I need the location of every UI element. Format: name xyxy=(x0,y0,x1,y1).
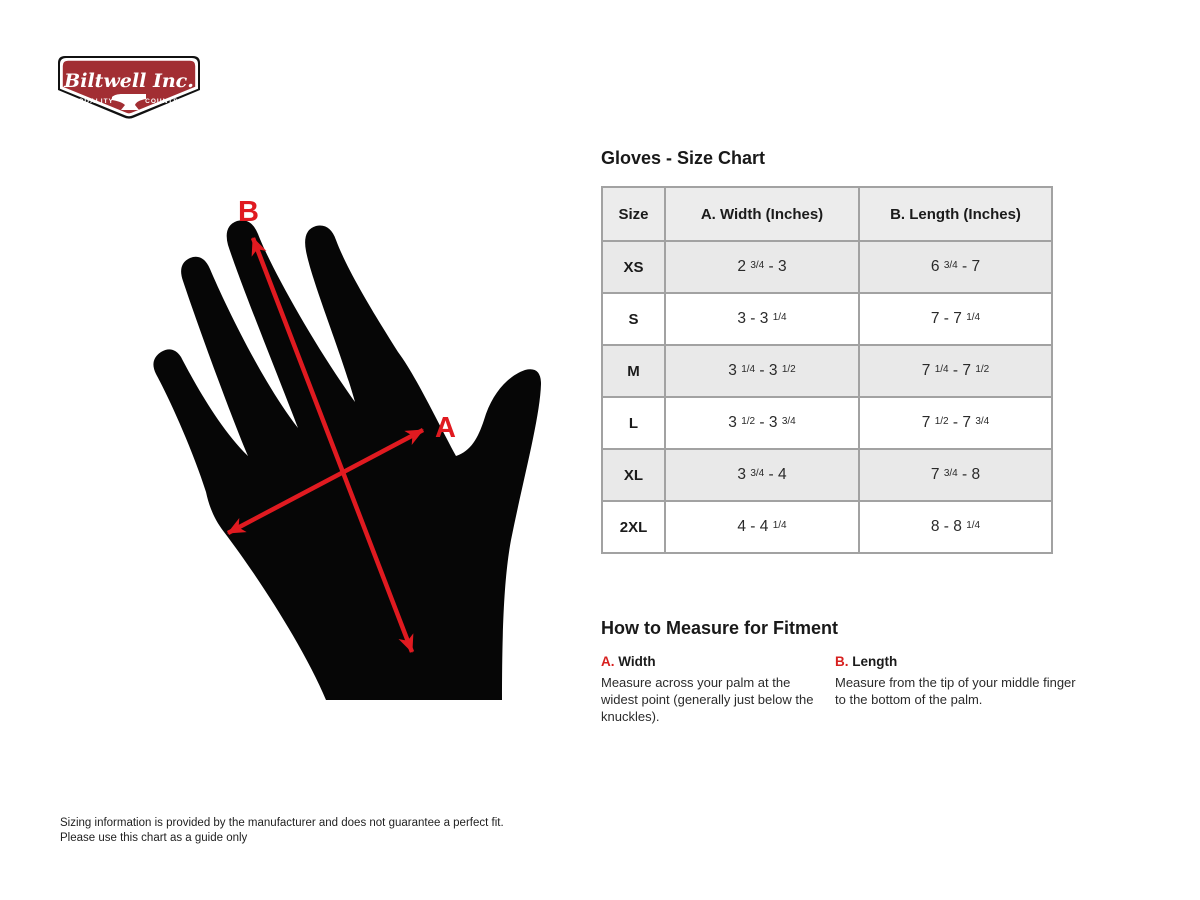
size-cell: M xyxy=(602,345,665,397)
table-header-row xyxy=(602,187,1052,241)
measure-label-a: A xyxy=(435,412,456,444)
width-description: Measure across your palm at the widest point (generally just below the knuckles). xyxy=(601,675,814,724)
measure-label-b: B xyxy=(238,196,259,228)
size-chart-title: Gloves - Size Chart xyxy=(601,148,766,168)
length-description: Measure from the tip of your middle finger to the bottom of the palm. xyxy=(835,675,1076,707)
logo-tagline-right: COUNTS” xyxy=(145,98,183,105)
logo-brand-text: Biltwell Inc. xyxy=(64,70,194,92)
table-row xyxy=(602,449,1052,501)
measure-item-length xyxy=(835,654,1087,725)
width-cell: 3 1/2 - 3 3/4 xyxy=(665,397,859,449)
table-row xyxy=(602,293,1052,345)
length-name: Length xyxy=(852,654,898,669)
length-cell: 7 3/4 - 8 xyxy=(859,449,1052,501)
size-cell: 2XL xyxy=(602,501,665,553)
column-header: B. Length (Inches) xyxy=(859,187,1052,241)
length-cell: 6 3/4 - 7 xyxy=(859,241,1052,293)
disclaimer-line-1: Sizing information is provided by the manufacturer and does not guarantee a perfect fit. xyxy=(60,817,504,829)
table-row xyxy=(602,241,1052,293)
table-row xyxy=(602,397,1052,449)
column-header: Size xyxy=(602,187,665,241)
size-cell: XL xyxy=(602,449,665,501)
size-cell: L xyxy=(602,397,665,449)
length-cell: 7 1/4 - 7 1/2 xyxy=(859,345,1052,397)
width-cell: 4 - 4 1/4 xyxy=(665,501,859,553)
measure-item-width xyxy=(601,654,835,725)
size-chart-section xyxy=(601,148,1053,554)
biltwell-logo xyxy=(58,56,200,120)
length-cell: 7 - 7 1/4 xyxy=(859,293,1052,345)
width-cell: 3 - 3 1/4 xyxy=(665,293,859,345)
length-cell: 7 1/2 - 7 3/4 xyxy=(859,397,1052,449)
column-header: A. Width (Inches) xyxy=(665,187,859,241)
table-row xyxy=(602,345,1052,397)
logo-tagline-left: “QUALITY xyxy=(74,98,114,105)
hand-measurement-diagram xyxy=(140,180,580,710)
size-cell: XS xyxy=(602,241,665,293)
how-to-measure-section xyxy=(601,618,1091,725)
size-cell: S xyxy=(602,293,665,345)
length-cell: 8 - 8 1/4 xyxy=(859,501,1052,553)
footer-disclaimer xyxy=(60,816,504,846)
how-to-measure-title: How to Measure for Fitment xyxy=(601,618,839,638)
table-row xyxy=(602,501,1052,553)
width-cell: 3 1/4 - 3 1/2 xyxy=(665,345,859,397)
disclaimer-line-2: Please use this chart as a guide only xyxy=(60,832,248,844)
width-name: Width xyxy=(618,654,656,669)
hand-silhouette xyxy=(153,220,541,700)
size-chart-table xyxy=(601,186,1053,554)
width-letter: A. xyxy=(601,654,615,669)
width-cell: 2 3/4 - 3 xyxy=(665,241,859,293)
width-cell: 3 3/4 - 4 xyxy=(665,449,859,501)
length-letter: B. xyxy=(835,654,849,669)
